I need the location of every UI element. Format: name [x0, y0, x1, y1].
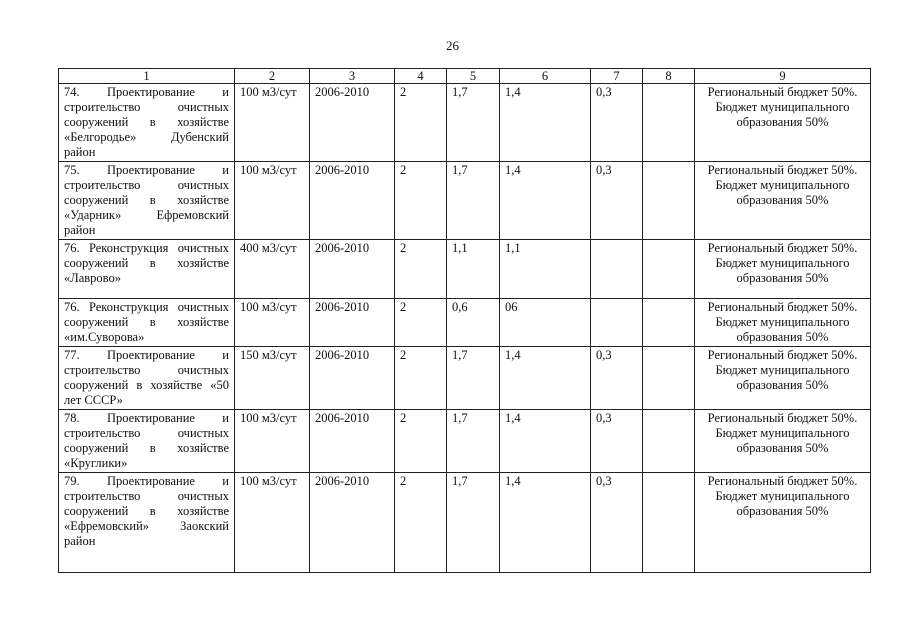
funding-source-cell	[695, 299, 871, 347]
funding-source-line: образования 50%	[736, 271, 829, 285]
funding-source-line: Бюджет муниципального	[715, 315, 850, 329]
funding-source-line: Бюджет муниципального	[715, 178, 850, 192]
funding-source-cell	[695, 347, 871, 410]
work-description-cell: 75. Проектирование и строительство очистных сооружений в хозяйстве «Ударник» Ефремовский район	[59, 162, 235, 240]
funding-source-line: образования 50%	[736, 330, 829, 344]
col7-cell: 0,3	[591, 410, 643, 473]
funding-source-line: образования 50%	[736, 378, 829, 392]
col8-cell	[643, 162, 695, 240]
funding-source-line: Региональный бюджет 50%.	[707, 85, 858, 99]
table-row	[59, 347, 871, 410]
col4-cell: 2	[395, 162, 447, 240]
col7-cell: 0,3	[591, 162, 643, 240]
funding-source-line: образования 50%	[736, 115, 829, 129]
col4-cell: 2	[395, 299, 447, 347]
col8-cell	[643, 410, 695, 473]
header-cell: 5	[447, 69, 500, 84]
funding-source-cell	[695, 473, 871, 573]
work-description-cell: 79. Проектирование и строительство очистных сооружений в хозяйстве «Ефремовский» Заокский район	[59, 473, 235, 573]
col5-cell: 1,7	[447, 473, 500, 573]
col6-cell: 1,4	[500, 84, 591, 162]
funding-source-line: Региональный бюджет 50%.	[707, 411, 858, 425]
header-row	[59, 69, 871, 84]
work-description-cell: 76. Реконструкция очистных сооружений в хозяйстве «Лаврово»	[59, 240, 235, 299]
header-cell: 6	[500, 69, 591, 84]
col6-cell: 1,4	[500, 162, 591, 240]
work-description-cell: 74. Проектирование и строительство очистных сооружений в хозяйстве «Белгородье» Дубенский район	[59, 84, 235, 162]
table-row	[59, 240, 871, 299]
col5-cell: 1,7	[447, 84, 500, 162]
col8-cell	[643, 347, 695, 410]
capacity-cell: 150 м3/сут	[235, 347, 310, 410]
col4-cell: 2	[395, 84, 447, 162]
table-row	[59, 410, 871, 473]
col6-cell: 1,4	[500, 347, 591, 410]
funding-source-line: Региональный бюджет 50%.	[707, 300, 858, 314]
funding-source-cell	[695, 84, 871, 162]
col4-cell: 2	[395, 410, 447, 473]
table-row	[59, 299, 871, 347]
funding-source-line: Бюджет муниципального	[715, 489, 850, 503]
col4-cell: 2	[395, 473, 447, 573]
col5-cell: 1,7	[447, 410, 500, 473]
col5-cell: 0,6	[447, 299, 500, 347]
period-cell: 2006-2010	[310, 299, 395, 347]
col4-cell: 2	[395, 347, 447, 410]
header-cell: 2	[235, 69, 310, 84]
col4-cell: 2	[395, 240, 447, 299]
capacity-cell: 100 м3/сут	[235, 162, 310, 240]
col7-cell	[591, 299, 643, 347]
header-cell: 1	[59, 69, 235, 84]
header-cell: 4	[395, 69, 447, 84]
funding-source-line: Региональный бюджет 50%.	[707, 163, 858, 177]
capacity-cell: 100 м3/сут	[235, 410, 310, 473]
table-row	[59, 473, 871, 573]
header-cell: 8	[643, 69, 695, 84]
table-row	[59, 84, 871, 162]
header-cell: 7	[591, 69, 643, 84]
col7-cell	[591, 240, 643, 299]
col5-cell: 1,7	[447, 162, 500, 240]
funding-source-line: Бюджет муниципального	[715, 426, 850, 440]
period-cell: 2006-2010	[310, 410, 395, 473]
work-description-cell: 76. Реконструкция очистных сооружений в хозяйстве «им.Суворова»	[59, 299, 235, 347]
col6-cell: 1,4	[500, 473, 591, 573]
funding-source-cell	[695, 410, 871, 473]
page-number: 26	[446, 38, 459, 53]
funding-source-line: Региональный бюджет 50%.	[707, 474, 858, 488]
col8-cell	[643, 299, 695, 347]
work-description-cell: 77. Проектирование и строительство очистных сооружений в хозяйстве «50 лет СССР»	[59, 347, 235, 410]
funding-source-cell	[695, 240, 871, 299]
period-cell: 2006-2010	[310, 240, 395, 299]
funding-source-line: Бюджет муниципального	[715, 256, 850, 270]
header-cell: 3	[310, 69, 395, 84]
col8-cell	[643, 84, 695, 162]
funding-source-line: Бюджет муниципального	[715, 363, 850, 377]
funding-source-line: Региональный бюджет 50%.	[707, 241, 858, 255]
col8-cell	[643, 473, 695, 573]
capacity-cell: 100 м3/сут	[235, 299, 310, 347]
col8-cell	[643, 240, 695, 299]
period-cell: 2006-2010	[310, 84, 395, 162]
period-cell: 2006-2010	[310, 162, 395, 240]
work-description-cell: 78. Проектирование и строительство очистных сооружений в хозяйстве «Круглики»	[59, 410, 235, 473]
funding-source-cell	[695, 162, 871, 240]
funding-source-line: образования 50%	[736, 193, 829, 207]
col5-cell: 1,1	[447, 240, 500, 299]
col6-cell: 06	[500, 299, 591, 347]
funding-source-line: образования 50%	[736, 441, 829, 455]
col7-cell: 0,3	[591, 84, 643, 162]
capacity-cell: 100 м3/сут	[235, 473, 310, 573]
period-cell: 2006-2010	[310, 347, 395, 410]
period-cell: 2006-2010	[310, 473, 395, 573]
header-cell: 9	[695, 69, 871, 84]
col7-cell: 0,3	[591, 473, 643, 573]
col7-cell: 0,3	[591, 347, 643, 410]
funding-source-line: Региональный бюджет 50%.	[707, 348, 858, 362]
capacity-cell: 400 м3/сут	[235, 240, 310, 299]
funding-source-line: Бюджет муниципального	[715, 100, 850, 114]
capacity-cell: 100 м3/сут	[235, 84, 310, 162]
col5-cell: 1,7	[447, 347, 500, 410]
col6-cell: 1,1	[500, 240, 591, 299]
data-table	[58, 68, 871, 573]
col6-cell: 1,4	[500, 410, 591, 473]
funding-source-line: образования 50%	[736, 504, 829, 518]
table-row	[59, 162, 871, 240]
